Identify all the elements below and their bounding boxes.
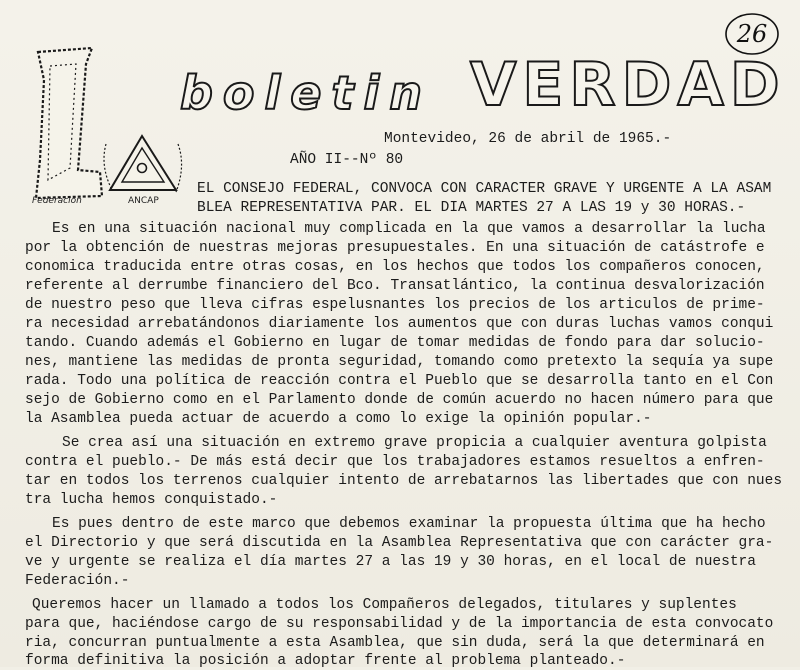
body-line: para que, haciéndose cargo de su responsabilidad y de la importancia de esta convocato	[25, 616, 774, 632]
issue-number: AÑO II--Nº 80	[290, 152, 404, 168]
body-line: Es en una situación nacional muy complicada en la que vamos a desarrollar la lucha	[52, 221, 766, 237]
body-line: ve y urgente se realiza el día martes 27 a las 19 y 30 horas, en el local de nuestra	[25, 554, 756, 570]
masthead-word-boletin: boletin	[180, 66, 433, 120]
logo-label-left: Federacion	[32, 196, 82, 206]
masthead	[170, 48, 786, 128]
body-line: Queremos hacer un llamado a todos los Compañeros delegados, titulares y suplentes	[32, 597, 737, 613]
body-line: tar en todos los terrenos cualquier intento de arrebatarnos las libertades que con nues	[25, 473, 783, 489]
masthead-word-verdad: VERDAD	[470, 50, 786, 120]
body-line: rada. Todo una política de reacción contra el Pueblo que se desarrolla tanto en el Con	[25, 373, 774, 389]
logo-label-right: ANCAP	[128, 196, 159, 206]
body-line: Es pues dentro de este marco que debemos examinar la propuesta última que ha hecho	[52, 516, 766, 532]
body-line: sejo de Gobierno como en el Parlamento donde de común acuerdo no hacen número para que	[25, 392, 774, 408]
body-line: la Asamblea pueda actuar de acuerdo a como lo exige la opinión popular.-	[25, 411, 652, 427]
body-line: nes, mantiene las medidas de pronta seguridad, tomando como pretexto la sequía ya supe	[25, 354, 774, 370]
federation-logo	[30, 40, 190, 210]
body-line: de nuestro peso que lleva cifras espelusnantes los precios de los articulos de prime-	[25, 297, 765, 313]
page-number: 26	[736, 20, 768, 48]
convocation-line-2: BLEA REPRESENTATIVA PAR. EL DIA MARTES 27 A LAS 19 y 30 HORAS.-	[197, 200, 746, 216]
body-line: Federación.-	[25, 573, 130, 589]
body-line: tra lucha hemos conquistado.-	[25, 492, 278, 508]
dateline: Montevideo, 26 de abril de 1965.-	[384, 131, 672, 147]
body-line: Se crea así una situación en extremo grave propicia a cualquier aventura golpista	[62, 435, 767, 451]
body-line: referente al derrumbe financiero del Bco. Transatlántico, la continua desvalorización	[25, 278, 765, 294]
body-line: el Directorio y que será discutida en la Asamblea Representativa que con carácter gra-	[25, 535, 774, 551]
convocation-line-1: EL CONSEJO FEDERAL, CONVOCA CON CARACTER GRAVE Y URGENTE A LA ASAM	[197, 181, 772, 197]
body-line: por la obtención de nuestras mejoras presupuestales. En una situación de catástrofe e	[25, 240, 765, 256]
body-line: tando. Cuando además el Gobierno en lugar de tomar medidas de fondo para dar solucio-	[25, 335, 765, 351]
body-line: conomica traducida entre otras cosas, en los hechos que todos los compañeros conocen,	[25, 259, 765, 275]
body-line: ra necesidad arrebatándonos diariamente los aumentos que con duras luchas vamos conqui	[25, 316, 774, 332]
body-line: forma definitiva la posición a adoptar frente al problema planteado.-	[25, 653, 626, 669]
body-line: ria, concurran puntualmente a esta Asamblea, que sin duda, será la que determinará en	[25, 635, 765, 651]
body-line: contra el pueblo.- De más está decir que los trabajadores estamos resueltos a enfren-	[25, 454, 765, 470]
